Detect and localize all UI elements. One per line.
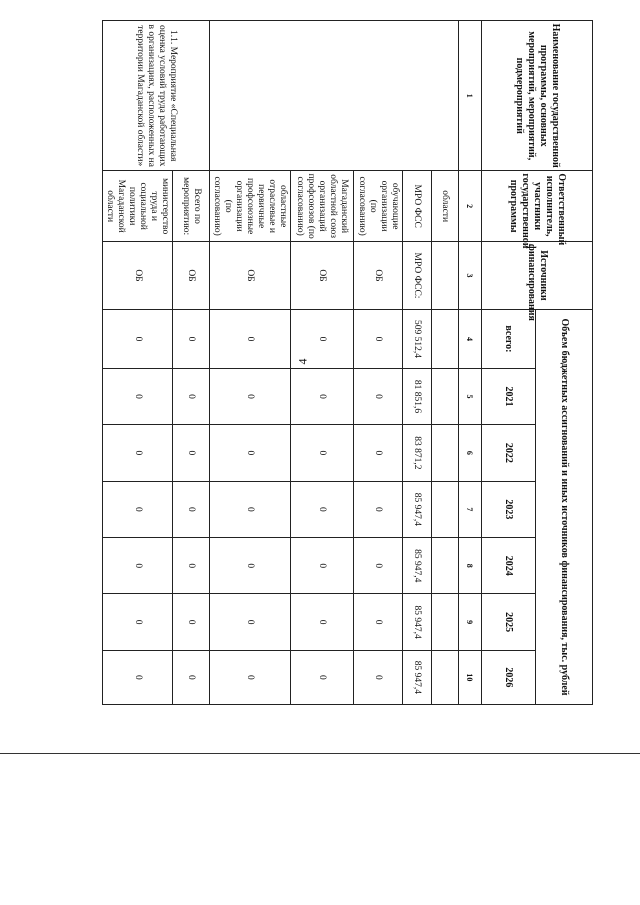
rotated-table-wrapper: [105, 20, 593, 705]
column-number: 3: [459, 241, 482, 309]
value-cell: 0: [173, 310, 210, 369]
value-cell: 0: [103, 368, 173, 424]
source-cell: [432, 241, 459, 309]
value-cell: 0: [354, 310, 403, 369]
value-cell: 0: [173, 481, 210, 537]
value-cell: 0: [354, 594, 403, 650]
column-number: 6: [459, 425, 482, 481]
value-cell: 0: [291, 425, 354, 481]
value-cell: 0: [210, 594, 291, 650]
value-cell: 85 947,4: [403, 538, 432, 594]
value-cell: 0: [173, 650, 210, 704]
value-cell: 83 871,2: [403, 425, 432, 481]
source-cell: МРО ФСС:: [403, 241, 432, 309]
value-cell: [432, 594, 459, 650]
value-cell: [432, 538, 459, 594]
value-cell: 0: [354, 538, 403, 594]
value-cell: 0: [103, 650, 173, 704]
source-cell: ОБ: [291, 241, 354, 309]
column-number-row: [459, 21, 482, 705]
source-cell: ОБ: [354, 241, 403, 309]
value-cell: 85 947,4: [403, 650, 432, 704]
executor-cell: министерство труда и социальной политики Магаданской области: [103, 171, 173, 242]
header-year: 2025: [482, 594, 536, 650]
value-cell: [432, 310, 459, 369]
header-year: 2024: [482, 538, 536, 594]
header-year: 2023: [482, 481, 536, 537]
value-cell: 0: [291, 538, 354, 594]
value-cell: 0: [103, 594, 173, 650]
executor-cell: Магаданский областной союз организаций профсоюзов (по согласованию): [291, 171, 354, 242]
value-cell: 0: [210, 650, 291, 704]
header-name: Наименование государственной программы, основных мероприятий, мероприятий, подмероприятий: [482, 21, 593, 171]
header-total: всего:: [482, 310, 536, 369]
value-cell: 0: [210, 425, 291, 481]
source-cell: ОБ: [173, 241, 210, 309]
column-number: 10: [459, 650, 482, 704]
header-row-1: [536, 21, 593, 705]
value-cell: 0: [173, 594, 210, 650]
header-year: 2026: [482, 650, 536, 704]
table-row: [173, 21, 210, 705]
column-number: 4: [459, 310, 482, 369]
value-cell: 0: [354, 425, 403, 481]
header-year: 2022: [482, 425, 536, 481]
value-cell: [432, 368, 459, 424]
header-source: Источники финансирования: [482, 241, 593, 309]
page-divider-line: [0, 753, 640, 754]
value-cell: 85 947,4: [403, 594, 432, 650]
value-cell: [432, 425, 459, 481]
value-cell: 81 851,6: [403, 368, 432, 424]
value-cell: 0: [291, 481, 354, 537]
value-cell: 0: [103, 481, 173, 537]
header-year: 2021: [482, 368, 536, 424]
column-number: 7: [459, 481, 482, 537]
column-number: 8: [459, 538, 482, 594]
name-cell-continued: [210, 21, 459, 171]
value-cell: 0: [210, 538, 291, 594]
value-cell: 0: [103, 310, 173, 369]
value-cell: [432, 481, 459, 537]
value-cell: 0: [354, 650, 403, 704]
header-volume: Объем бюджетных ассигнований и иных источников финансирования, тыс. рублей: [536, 310, 593, 705]
value-cell: 0: [291, 368, 354, 424]
value-cell: 0: [291, 650, 354, 704]
column-number: 9: [459, 594, 482, 650]
column-number: 2: [459, 171, 482, 242]
value-cell: 85 947,4: [403, 481, 432, 537]
column-number: 1: [459, 21, 482, 171]
value-cell: 0: [173, 425, 210, 481]
column-number: 5: [459, 368, 482, 424]
executor-cell: обучающие организации (по согласованию): [354, 171, 403, 242]
value-cell: 0: [210, 310, 291, 369]
value-cell: 0: [291, 594, 354, 650]
value-cell: 0: [103, 538, 173, 594]
value-cell: 0: [173, 368, 210, 424]
value-cell: 0: [354, 481, 403, 537]
value-cell: [432, 650, 459, 704]
value-cell: 0: [210, 481, 291, 537]
value-cell: 509 512,4: [403, 310, 432, 369]
value-cell: 0: [291, 310, 354, 369]
table-row: [432, 21, 459, 705]
source-cell: ОБ: [210, 241, 291, 309]
executor-cell: МРО ФСС: [403, 171, 432, 242]
budget-table: [102, 20, 593, 705]
header-executor: Ответственный исполнитель, участники государственной программы: [482, 171, 593, 242]
value-cell: 0: [354, 368, 403, 424]
executor-cell: областные отраслевые и первичные профсоюзные организации (по согласованию): [210, 171, 291, 242]
value-cell: 0: [173, 538, 210, 594]
page-number: 4: [295, 358, 310, 365]
executor-cell: Всего по мероприятию:: [173, 171, 210, 242]
value-cell: 0: [210, 368, 291, 424]
measure-name-cell: 1.1. Мероприятие «Специальная оценка условий труда работающих в организациях, расположенных на территории Магаданской области»: [103, 21, 210, 171]
executor-cell: области: [432, 171, 459, 242]
source-cell: ОБ: [103, 241, 173, 309]
value-cell: 0: [103, 425, 173, 481]
